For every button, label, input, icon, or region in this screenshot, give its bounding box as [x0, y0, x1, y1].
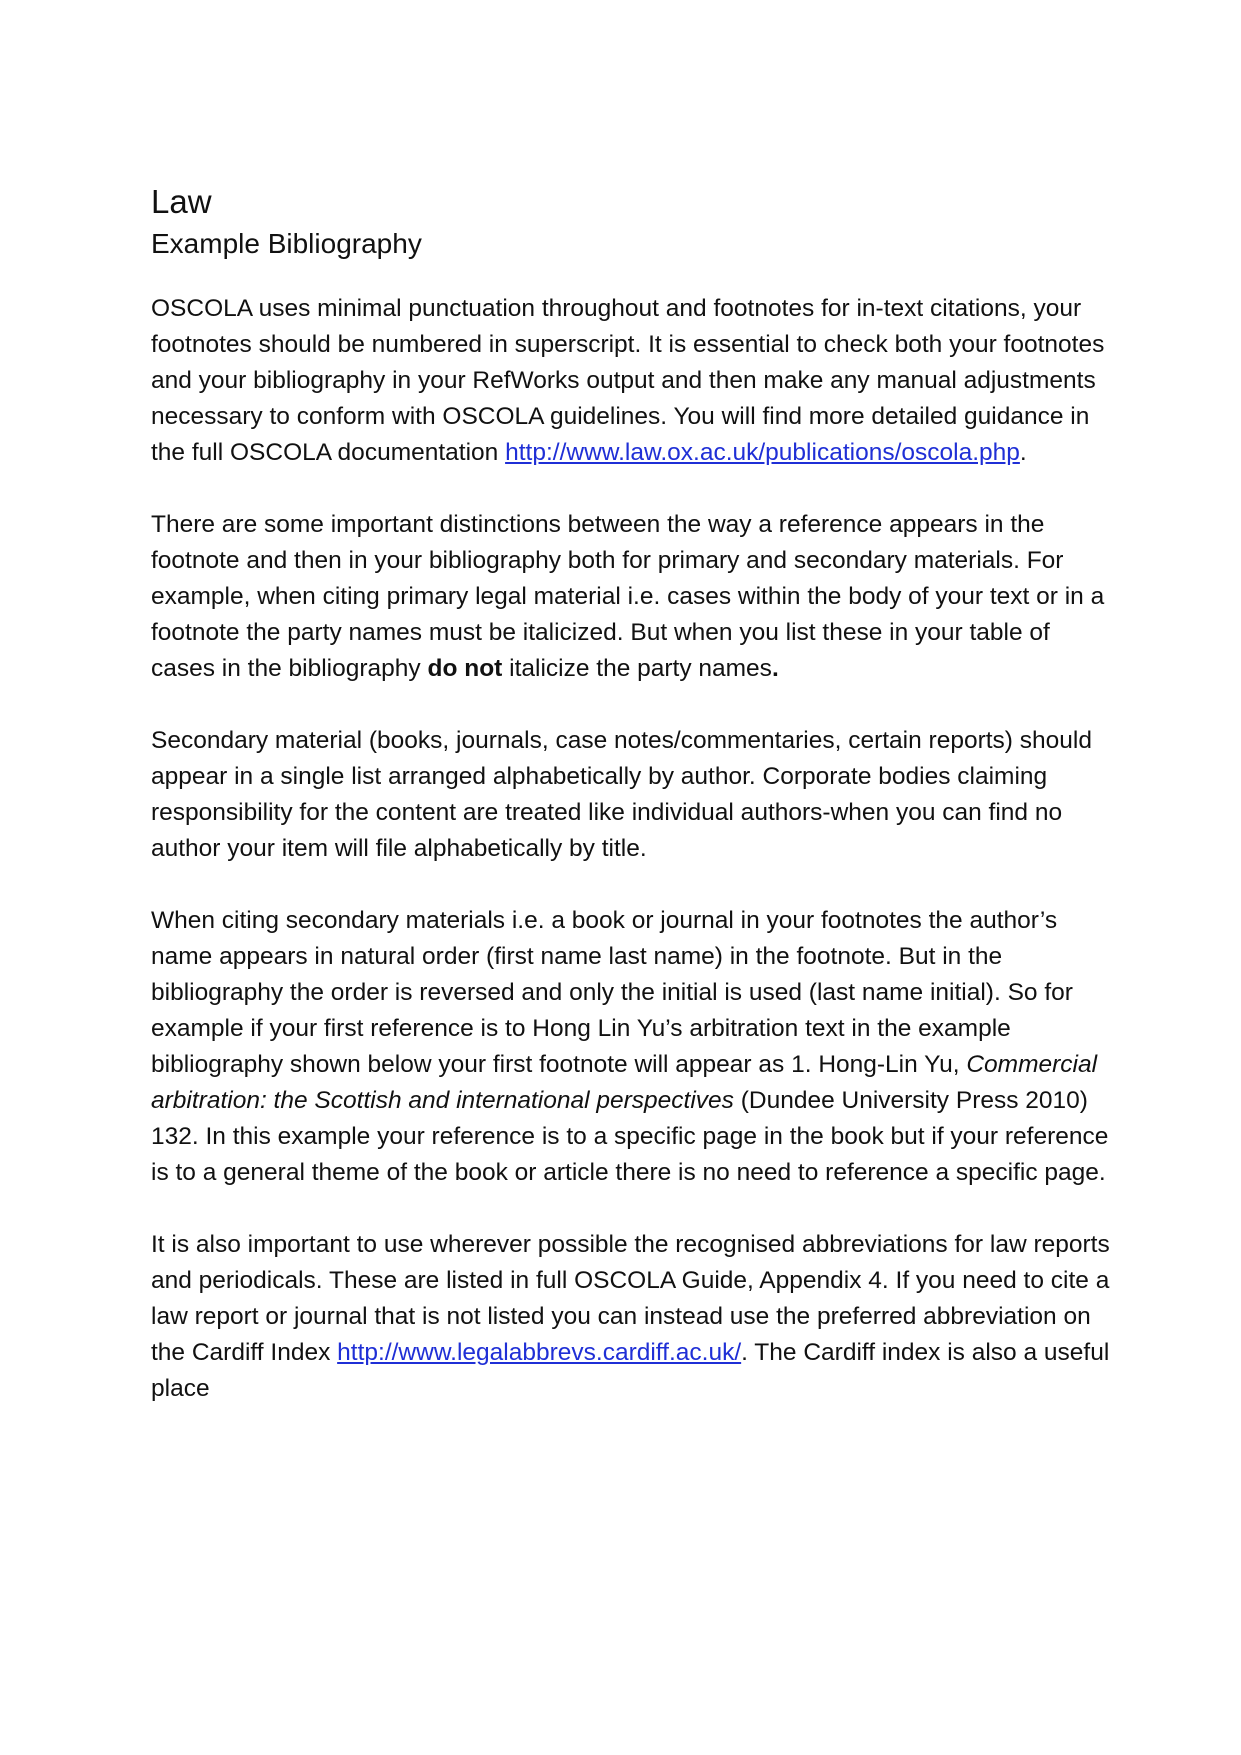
paragraph-intro-text: OSCOLA uses minimal punctuation throughout and footnotes for in-text citations, your footnotes should be numbered in superscript. It is essential to check both your footnotes and your bibliography in your RefWorks output and then make any manual adjustments necessary to conform with OSCOLA guidelines. You will find more detailed guidance in the full OSCOLA documentation [151, 295, 1105, 466]
paragraph-citing-secondary [151, 903, 1111, 1191]
page-title: Law [151, 183, 212, 220]
paragraph-abbreviations [151, 1227, 1111, 1407]
paragraph-secondary-material [151, 723, 1111, 867]
paragraph-abbreviations-text: It is also important to use wherever possible the recognised abbreviations for law reports and periodicals. These are listed in full OSCOLA Guide, Appendix 4. If you need to cite a law report or journal that is not listed you can instead use the preferred abbreviation on the Cardiff Index [151, 1231, 1110, 1366]
paragraph-distinctions [151, 507, 1111, 687]
paragraph-citing-secondary-rest: (Dundee University Press 2010) 132. In this example your reference is to a specific page in the book but if your reference is to a general theme of the book or article there is no need to reference a specific page. [151, 1087, 1109, 1186]
paragraph-distinctions-emphasis: do not [427, 655, 503, 682]
paragraph-abbreviations-rest: . The Cardiff index is also a useful place [151, 1339, 1110, 1402]
page-subtitle: Example Bibliography [151, 228, 422, 259]
paragraph-secondary-material-text: Secondary material (books, journals, case notes/commentaries, certain reports) should appear in a single list arranged alphabetically by author. Corporate bodies claiming responsibility for the content are treated like individual authors-when you can find no author your item will file alphabetically by title. [151, 727, 1092, 862]
paragraph-citing-secondary-text: When citing secondary materials i.e. a book or journal in your footnotes the author’s name appears in natural order (first name last name) in the footnote. But in the bibliography the order is reversed and only the initial is used (last name initial). So for example if your first reference is to Hong Lin Yu’s arbitration text in the example bibliography shown below your first footnote will appear as 1. Hong-Lin Yu, [151, 907, 1073, 1078]
document-page [151, 181, 1111, 1407]
paragraph-intro-end: . [1019, 439, 1027, 466]
paragraph-distinctions-text: There are some important distinctions between the way a reference appears in the footnote and then in your bibliography both for primary and secondary materials. For example, when citing primary legal material i.e. cases within the body of your text or in a footnote the party names must be italicized. But when you list these in your table of cases in the bibliography [151, 511, 1105, 682]
paragraph-intro [151, 291, 1111, 471]
book-title-italic: Commercial arbitration: the Scottish and international perspectives [151, 1051, 1098, 1114]
paragraph-distinctions-rest: italicize the party names [502, 655, 772, 682]
oscola-documentation-link[interactable]: http://www.law.ox.ac.uk/publications/oscola.php [505, 439, 1020, 466]
paragraph-distinctions-period: . [771, 655, 779, 682]
cardiff-index-link[interactable]: http://www.legalabbrevs.cardiff.ac.uk/ [337, 1339, 742, 1366]
